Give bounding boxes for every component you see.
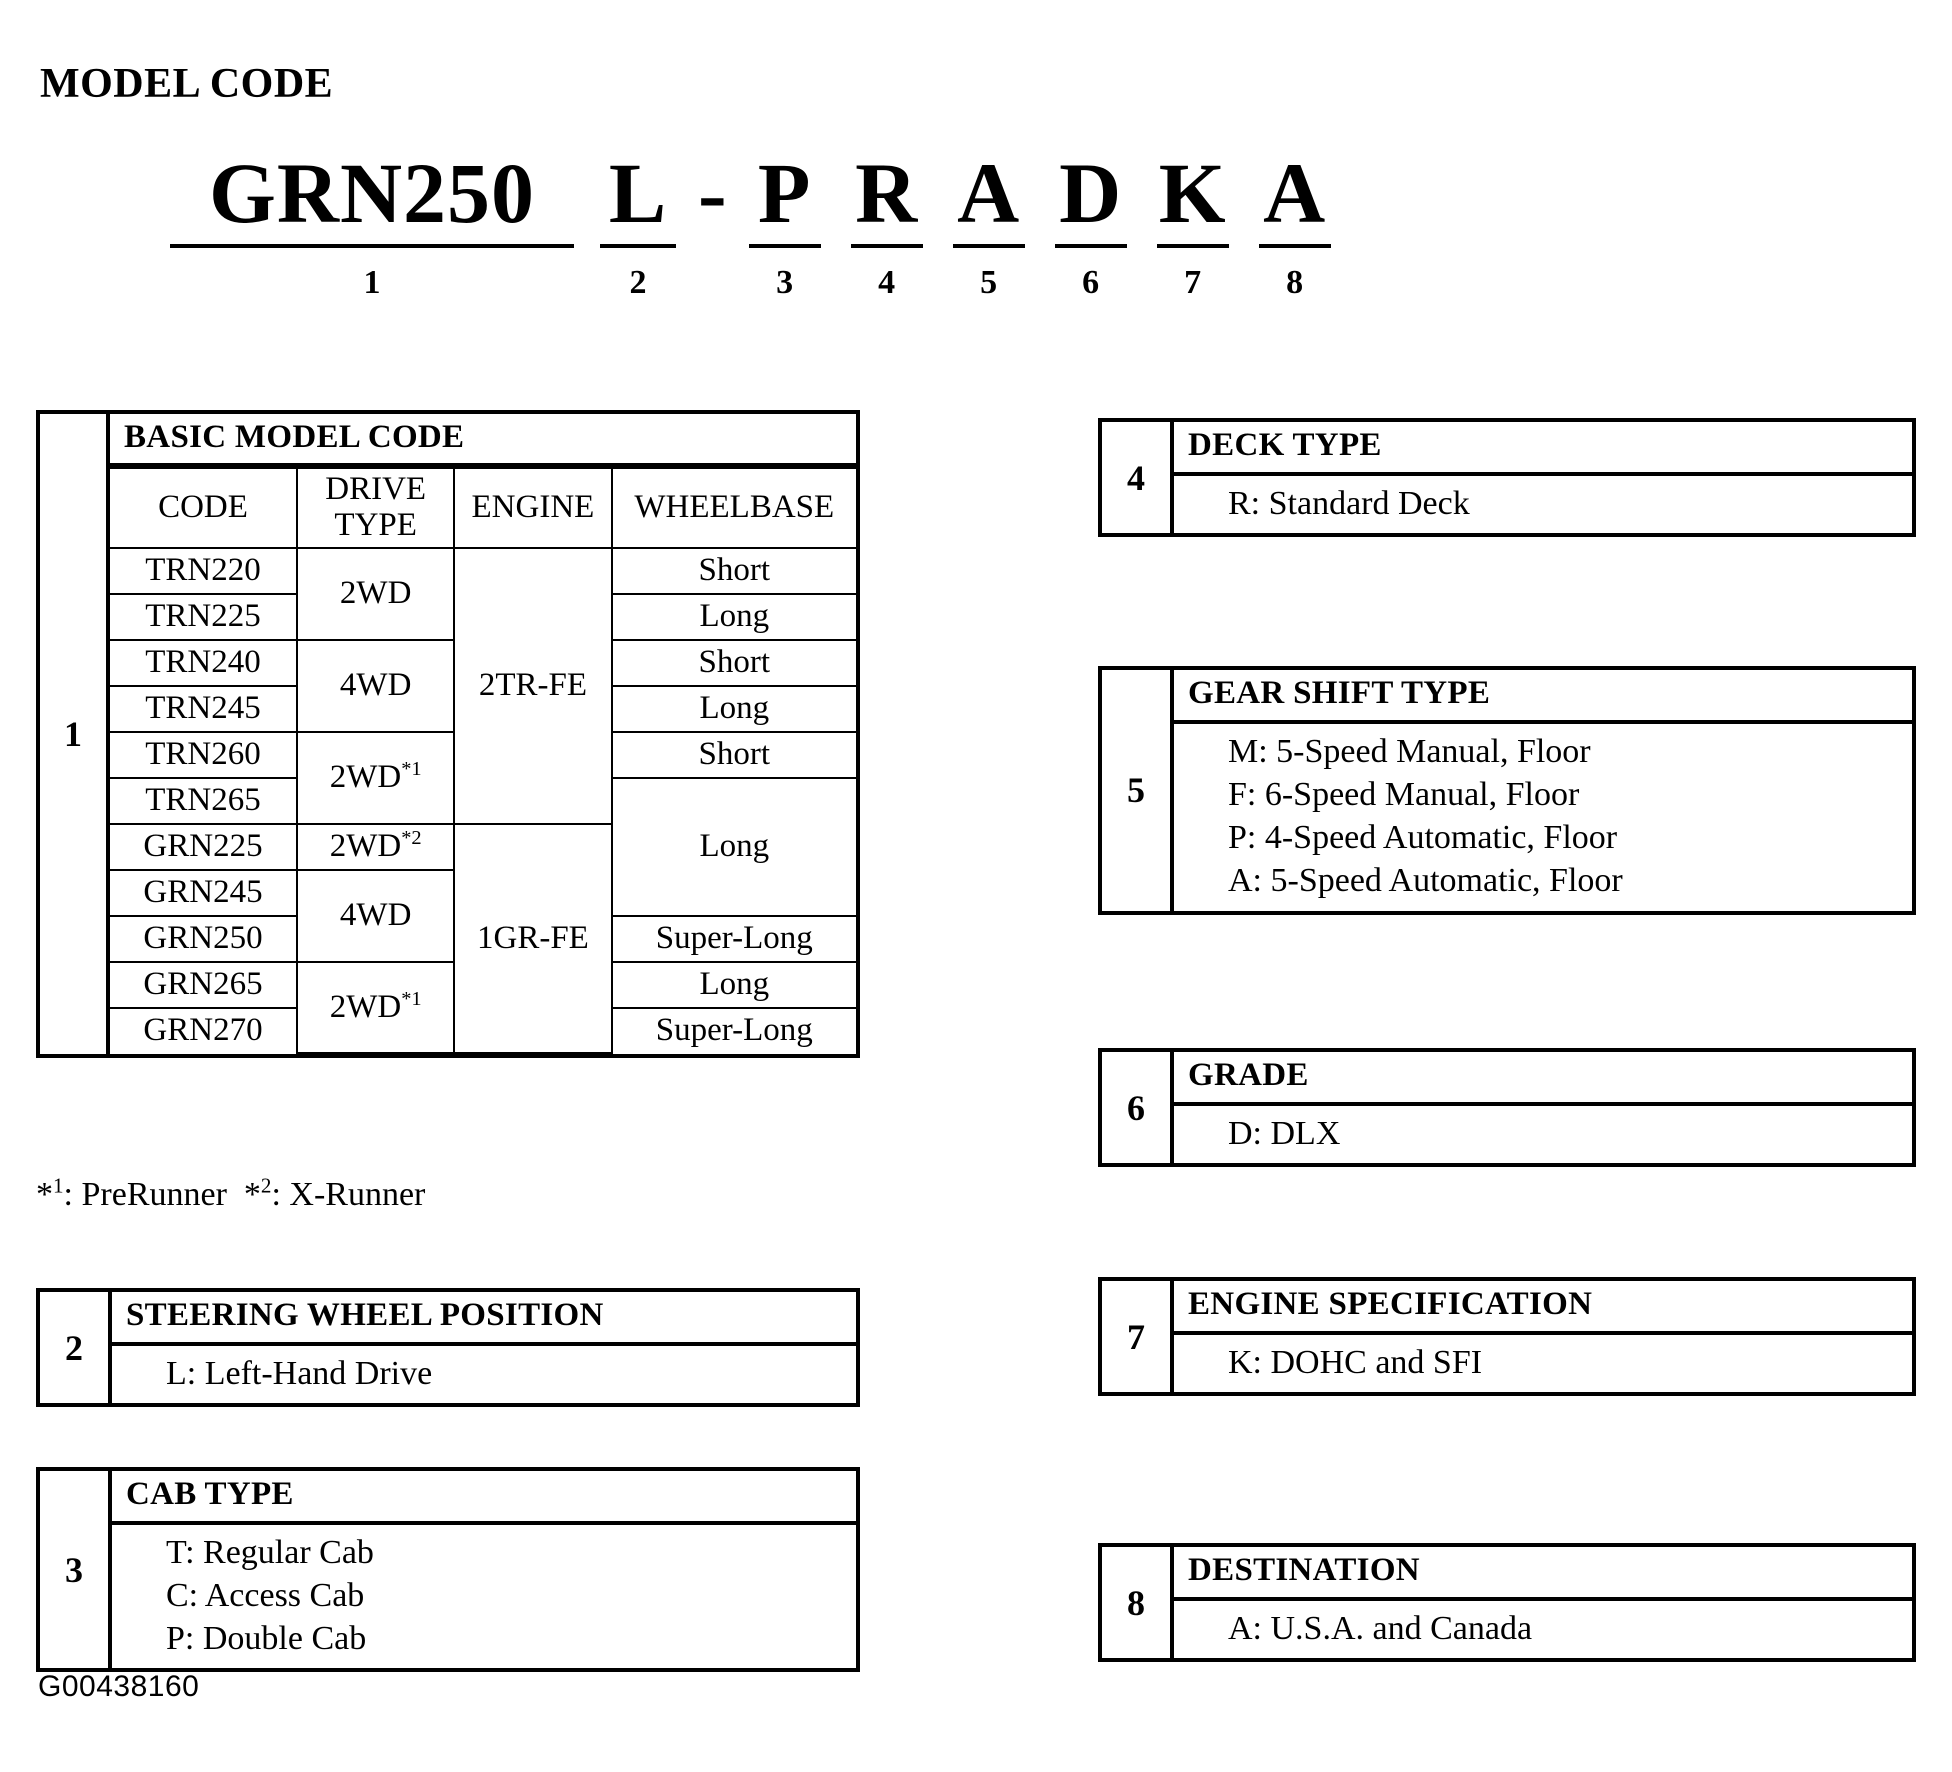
cell-code-grn250: GRN250: [110, 916, 297, 962]
list-item: A: 5-Speed Automatic, Floor: [1228, 862, 1623, 900]
cab-type-content: [112, 1471, 856, 1668]
cell-wheelbase-long: Long: [612, 778, 856, 916]
section-index-5: 5: [1102, 670, 1174, 911]
list-item: F: 6-Speed Manual, Floor: [1228, 776, 1580, 814]
cell-code-trn265: TRN265: [110, 778, 297, 824]
cell-wheelbase-long: Long: [612, 962, 856, 1008]
model-code-glyph-3: P: [757, 145, 812, 241]
grade-content: [1174, 1052, 1912, 1163]
drive-label: 2WD: [329, 828, 402, 865]
figure-id: G00438160: [38, 1670, 200, 1703]
section-index-4: 4: [1102, 422, 1174, 533]
footnote-sup-1: 1: [53, 1173, 64, 1198]
cell-code-trn225: TRN225: [110, 594, 297, 640]
cell-wheelbase-short: Short: [612, 548, 856, 594]
cell-engine-2tr-fe: 2TR-FE: [454, 548, 611, 824]
steering-items: [112, 1346, 856, 1403]
cell-wheelbase-super-long: Super-Long: [612, 1008, 856, 1053]
column-header-wheelbase: WHEELBASE: [612, 468, 856, 548]
model-code-number-5: 5: [980, 264, 998, 301]
column-header-drive-type: [297, 468, 454, 548]
cell-drive-2wd-star1: [297, 962, 454, 1053]
list-item: A: U.S.A. and Canada: [1228, 1609, 1533, 1647]
model-code-rule-3: [749, 244, 821, 248]
model-code-glyph-5: A: [957, 145, 1021, 241]
model-code-number-1: 1: [363, 264, 381, 301]
model-code-glyph-2: L: [608, 145, 668, 241]
section-index-2: 2: [40, 1292, 112, 1403]
column-header-engine: ENGINE: [454, 468, 611, 548]
cab-type-section: [36, 1467, 860, 1672]
model-code-number-7: 7: [1184, 264, 1202, 301]
model-code-number-8: 8: [1286, 264, 1304, 301]
list-item: C: Access Cab: [166, 1577, 365, 1615]
engine-specification-section: [1098, 1277, 1916, 1396]
model-code-number-3: 3: [776, 264, 794, 301]
section-index-3: 3: [40, 1471, 112, 1668]
model-code-rule-2: [600, 244, 676, 248]
footnote-text-2: : X-Runner: [271, 1176, 426, 1213]
cell-wheelbase-long: Long: [612, 594, 856, 640]
model-code-rule-4: [851, 244, 923, 248]
model-code-rule-6: [1055, 244, 1127, 248]
model-code-number-6: 6: [1082, 264, 1100, 301]
grade-title: GRADE: [1174, 1052, 1912, 1106]
gear-shift-content: [1174, 670, 1912, 911]
cell-wheelbase-short: Short: [612, 640, 856, 686]
model-code-breakdown: [170, 145, 1331, 301]
steering-content: [112, 1292, 856, 1403]
drive-label: 2WD: [329, 759, 402, 796]
model-code-rule-1: [170, 244, 574, 248]
list-item: M: 5-Speed Manual, Floor: [1228, 732, 1591, 770]
table-row: [110, 548, 856, 594]
cell-engine-1gr-fe: 1GR-FE: [454, 824, 611, 1053]
cell-drive-4wd: 4WD: [297, 870, 454, 962]
model-code-segment-3: [749, 145, 821, 301]
list-item: K: DOHC and SFI: [1228, 1343, 1483, 1381]
grade-section: [1098, 1048, 1916, 1167]
cell-code-grn270: GRN270: [110, 1008, 297, 1053]
model-code-segment-8: [1259, 145, 1331, 301]
gear-shift-type-section: [1098, 666, 1916, 915]
cell-code-trn245: TRN245: [110, 686, 297, 732]
destination-items: [1174, 1601, 1912, 1658]
table-header-row: [110, 468, 856, 548]
steering-wheel-position-section: [36, 1288, 860, 1407]
engine-specification-items: [1174, 1335, 1912, 1392]
model-code-rule-8: [1259, 244, 1331, 248]
cell-code-grn225: GRN225: [110, 824, 297, 870]
drive-type-line1: DRIVE: [325, 471, 427, 508]
cell-code-grn245: GRN245: [110, 870, 297, 916]
section-index-6: 6: [1102, 1052, 1174, 1163]
cell-code-trn260: TRN260: [110, 732, 297, 778]
model-code-number-4: 4: [878, 264, 896, 301]
model-code-glyph-4: R: [855, 145, 919, 241]
footnote-marker-2: *2: [401, 827, 422, 850]
deck-type-title: DECK TYPE: [1174, 422, 1912, 476]
model-code-segment-6: [1055, 145, 1127, 301]
deck-type-items: [1174, 476, 1912, 533]
model-code-rule-5: [953, 244, 1025, 248]
model-code-glyph-6: D: [1059, 145, 1123, 241]
list-item: D: DLX: [1228, 1114, 1341, 1152]
destination-content: [1174, 1547, 1912, 1658]
table-footnote: [36, 1173, 426, 1214]
cell-drive-4wd: 4WD: [297, 640, 454, 732]
page-title: MODEL CODE: [40, 61, 334, 107]
list-item: T: Regular Cab: [166, 1533, 374, 1571]
model-code-separator: -: [698, 145, 727, 241]
cell-code-trn220: TRN220: [110, 548, 297, 594]
model-code-number-2: 2: [629, 264, 647, 301]
grade-items: [1174, 1106, 1912, 1163]
cell-code-trn240: TRN240: [110, 640, 297, 686]
engine-specification-content: [1174, 1281, 1912, 1392]
section-index-7: 7: [1102, 1281, 1174, 1392]
gear-shift-title: GEAR SHIFT TYPE: [1174, 670, 1912, 724]
deck-type-content: [1174, 422, 1912, 533]
cell-wheelbase-short: Short: [612, 732, 856, 778]
column-header-code: CODE: [110, 468, 297, 548]
engine-specification-title: ENGINE SPECIFICATION: [1174, 1281, 1912, 1335]
cell-wheelbase-long: Long: [612, 686, 856, 732]
destination-section: [1098, 1543, 1916, 1662]
section-index-1: 1: [40, 414, 110, 1054]
footnote-marker-1: *1: [401, 758, 422, 781]
cab-type-items: [112, 1525, 856, 1669]
basic-model-code-content: [110, 414, 856, 1054]
cell-wheelbase-super-long: Super-Long: [612, 916, 856, 962]
destination-title: DESTINATION: [1174, 1547, 1912, 1601]
model-code-glyph-7: K: [1158, 145, 1227, 241]
model-code-glyph-1: GRN250: [208, 145, 536, 241]
model-code-segment-4: [851, 145, 923, 301]
basic-model-code-section: [36, 410, 860, 1058]
deck-type-section: [1098, 418, 1916, 537]
footnote-sup-2: 2: [260, 1173, 272, 1198]
footnote-text-1: : PreRunner: [63, 1176, 227, 1213]
footnote-marker-1: *1: [401, 987, 422, 1010]
basic-model-code-title: BASIC MODEL CODE: [110, 414, 856, 467]
cell-drive-2wd-star2: [297, 824, 454, 870]
list-item: R: Standard Deck: [1228, 484, 1470, 522]
list-item: P: 4-Speed Automatic, Floor: [1228, 819, 1618, 857]
model-code-segment-2: [600, 145, 676, 301]
steering-title: STEERING WHEEL POSITION: [112, 1292, 856, 1346]
drive-type-line2: TYPE: [334, 507, 417, 543]
cell-drive-2wd: 2WD: [297, 548, 454, 640]
list-item: L: Left-Hand Drive: [166, 1354, 433, 1392]
cell-code-grn265: GRN265: [110, 962, 297, 1008]
section-index-8: 8: [1102, 1547, 1174, 1658]
footnote-star-2: *: [243, 1176, 261, 1213]
model-code-segment-7: [1157, 145, 1229, 301]
model-code-glyph-8: A: [1263, 145, 1327, 241]
list-item: P: Double Cab: [166, 1620, 367, 1658]
drive-label: 2WD: [329, 988, 402, 1025]
model-code-segment-5: [953, 145, 1025, 301]
cell-drive-2wd-star1: [297, 732, 454, 824]
footnote-star-1: *: [36, 1176, 53, 1213]
model-code-rule-7: [1157, 244, 1229, 248]
cab-type-title: CAB TYPE: [112, 1471, 856, 1525]
model-code-segment-1: [170, 145, 574, 301]
basic-model-code-table: [110, 467, 856, 1054]
gear-shift-items: [1174, 724, 1912, 911]
